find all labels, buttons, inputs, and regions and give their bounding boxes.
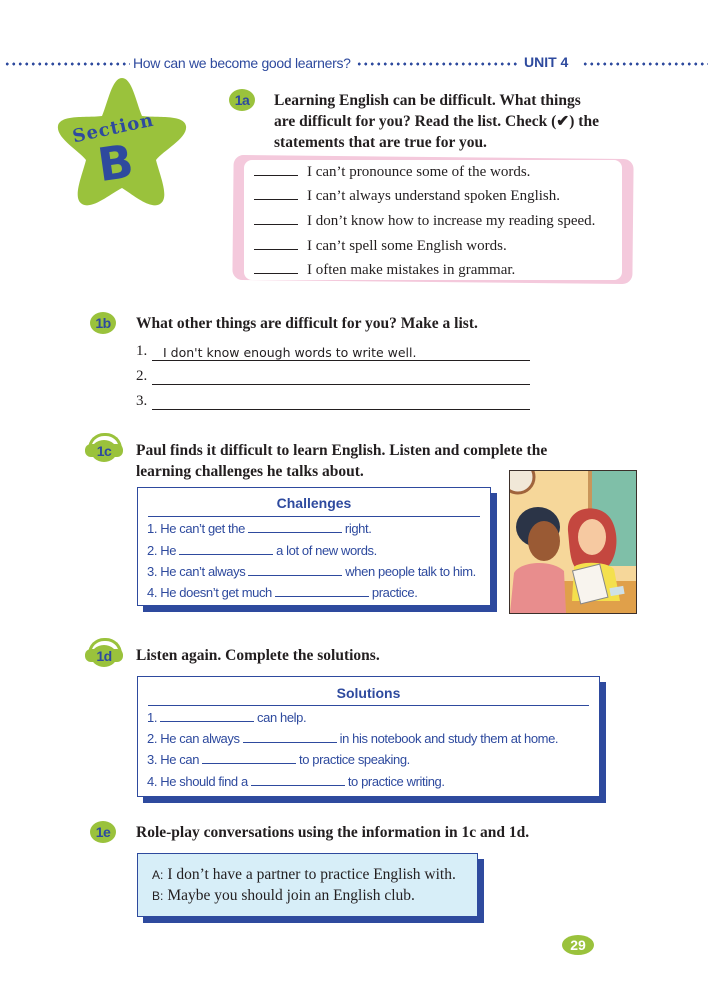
- exercise-1a-instruction: [274, 90, 599, 153]
- row-text: when people talk to him.: [345, 564, 476, 579]
- answer-line[interactable]: [152, 384, 530, 385]
- dialog-text: Maybe you should join an English club.: [167, 887, 415, 904]
- dialog-line: [152, 887, 415, 905]
- exercise-1a-badge: 1a: [229, 89, 255, 111]
- challenge-row: [147, 521, 371, 536]
- statement-text: I can’t spell some English words.: [307, 238, 507, 254]
- instruction-line: Paul finds it difficult to learn English. Listen and complete the: [136, 442, 548, 459]
- list-number: 2.: [136, 368, 148, 384]
- speaker-label: B:: [152, 889, 164, 903]
- row-text: to practice speaking.: [299, 752, 410, 767]
- row-text: 2. He can always: [147, 731, 240, 746]
- page-number: 29: [562, 935, 594, 955]
- challenge-row: [147, 564, 476, 579]
- check-blank[interactable]: [254, 174, 298, 176]
- list-answer[interactable]: I don't know enough words to write well.: [163, 345, 417, 360]
- title-divider: [148, 705, 589, 706]
- challenges-title: Challenges: [276, 495, 352, 511]
- check-blank[interactable]: [254, 248, 298, 250]
- illustration: [509, 470, 637, 614]
- row-text: 1.: [147, 710, 158, 725]
- statement-item[interactable]: [254, 164, 530, 181]
- list-number: 3.: [136, 393, 148, 409]
- row-text: 4. He should find a: [147, 774, 248, 789]
- row-text: 3. He can: [147, 752, 200, 767]
- exercise-1d-instruction: Listen again. Complete the solutions.: [136, 647, 380, 664]
- row-text: practice.: [371, 585, 418, 600]
- row-text: right.: [344, 521, 372, 536]
- section-label: Section: [70, 109, 156, 148]
- solution-row: [147, 710, 306, 725]
- row-text: can help.: [257, 710, 307, 725]
- row-text: a lot of new words.: [276, 543, 377, 558]
- challenges-box: [137, 487, 491, 606]
- instruction-line: statements that are true for you.: [274, 134, 487, 151]
- solutions-box: [137, 676, 600, 797]
- statement-text: I often make mistakes in grammar.: [307, 262, 516, 278]
- instruction-line: Learning English can be difficult. What things: [274, 92, 581, 109]
- exercise-1d-badge: 1d: [91, 645, 117, 667]
- dialog-text: I don’t have a partner to practice English with.: [167, 866, 456, 883]
- statement-text: I can’t pronounce some of the words.: [307, 164, 531, 180]
- dialog-line: [152, 866, 456, 884]
- fill-blank[interactable]: [275, 595, 369, 597]
- header-title: How can we become good learners?: [133, 55, 351, 71]
- row-text: 1. He can’t get the: [147, 521, 245, 536]
- challenge-row: [147, 543, 377, 558]
- row-text: 3. He can’t always: [147, 564, 246, 579]
- answer-line[interactable]: [152, 360, 530, 361]
- challenge-row: [147, 585, 417, 600]
- exercise-1b-instruction: What other things are difficult for you? Make a list.: [136, 315, 478, 332]
- header-dots-right: [582, 62, 708, 66]
- header-dots-left: [4, 62, 130, 66]
- fill-blank[interactable]: [248, 531, 342, 533]
- speaker-label: A:: [152, 868, 164, 882]
- exercise-1c-instruction: [136, 440, 547, 482]
- people-illustration-icon: [510, 471, 636, 613]
- row-text: 2. He: [147, 543, 177, 558]
- page-header: [0, 52, 711, 74]
- fill-blank[interactable]: [202, 762, 296, 764]
- fill-blank[interactable]: [160, 720, 254, 722]
- statement-text: I don’t know how to increase my reading speed.: [307, 213, 596, 229]
- exercise-1e-badge: 1e: [90, 821, 116, 843]
- solution-row: [147, 774, 445, 789]
- instruction-line: are difficult for you? Read the list. Check (✔) the: [274, 113, 599, 130]
- statement-item[interactable]: [254, 213, 595, 230]
- row-text: to practice writing.: [347, 774, 445, 789]
- list-number: 1.: [136, 343, 148, 359]
- solution-row: [147, 752, 410, 767]
- statement-item[interactable]: [254, 262, 515, 279]
- statement-item[interactable]: [254, 238, 507, 255]
- statement-item[interactable]: [254, 188, 560, 205]
- section-letter: B: [94, 133, 137, 193]
- instruction-line: learning challenges he talks about.: [136, 463, 364, 480]
- unit-label: UNIT 4: [524, 54, 569, 70]
- section-badge: [52, 72, 192, 212]
- answer-line[interactable]: [152, 409, 530, 410]
- row-text: 4. He doesn’t get much: [147, 585, 272, 600]
- fill-blank[interactable]: [179, 553, 273, 555]
- check-blank[interactable]: [254, 272, 298, 274]
- fill-blank[interactable]: [248, 574, 342, 576]
- title-divider: [148, 516, 480, 517]
- statement-text: I can’t always understand spoken English.: [307, 188, 561, 204]
- check-blank[interactable]: [254, 198, 298, 200]
- exercise-1b-badge: 1b: [90, 312, 116, 334]
- solution-row: [147, 731, 558, 746]
- header-dots-middle: [356, 62, 518, 66]
- dialog-box: [137, 853, 478, 917]
- row-text: in his notebook and study them at home.: [339, 731, 559, 746]
- check-blank[interactable]: [254, 223, 298, 225]
- exercise-1e-instruction: Role-play conversations using the information in 1c and 1d.: [136, 824, 530, 841]
- fill-blank[interactable]: [243, 741, 337, 743]
- solutions-title: Solutions: [336, 685, 401, 701]
- exercise-1c-badge: 1c: [91, 440, 117, 462]
- fill-blank[interactable]: [251, 784, 345, 786]
